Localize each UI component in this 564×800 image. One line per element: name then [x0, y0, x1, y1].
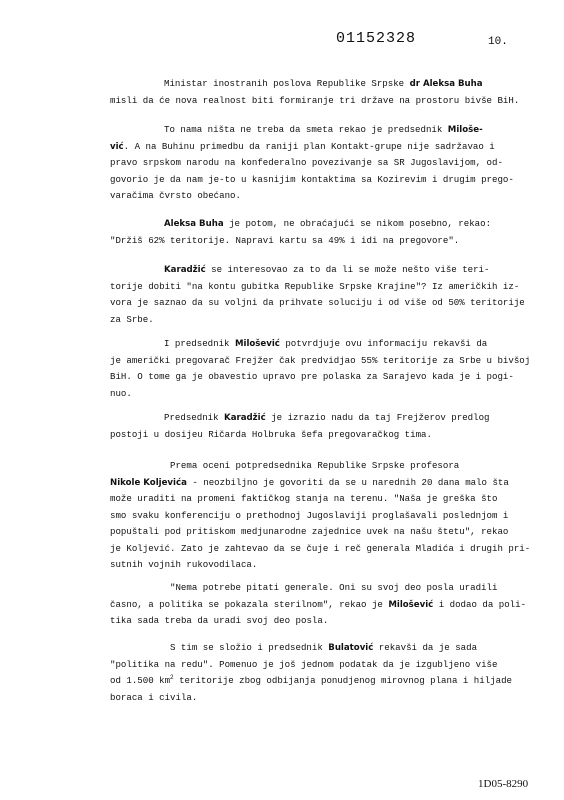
text-line: misli da će nova realnost biti formiranje tri države na prostoru bivše BiH. [110, 94, 520, 106]
text-line: "politika na redu". Pomenuo je još jednom podatak da je izgubljeno više [110, 658, 498, 670]
name-karadzic: Karadžić [164, 265, 206, 275]
text-span: - neozbiljno je govoriti da se u narednih 20 dana malo šta [186, 476, 509, 488]
text-line: Prema oceni potpredsednika Republike Srpske profesora [170, 460, 460, 471]
text-line: vora je saznao da su voljni da prihvate soluciju i od više od 50% teritorije [110, 297, 525, 308]
text-line: je Koljević. Zato je zahtevao da se čuje i reč generala Mladića i drugih pri- [110, 542, 531, 554]
text-line: smo svaku konferenciju o prethodnoj Jugoslaviji proglašavali poslednjom i [110, 509, 509, 521]
text-line [110, 76, 505, 93]
text-line [110, 673, 512, 690]
text-line: varačima čvrsto obećano. [110, 190, 241, 201]
text-line [110, 336, 505, 353]
text-span: Predsednik [164, 412, 225, 423]
text-span: od 1.500 km [110, 675, 171, 686]
footer-code: 1D05-8290 [478, 778, 529, 790]
text-line: sutnih vojnih rukovodilaca. [110, 559, 258, 570]
paragraph-9 [110, 640, 512, 706]
text-line [110, 410, 505, 427]
text-line: "Nema potrebe pitati generale. Oni su svoj deo posla uradili [170, 582, 498, 593]
text-span: S tim se složio i predsednik [170, 642, 329, 653]
paragraph-5 [110, 336, 531, 402]
document-number: 01152328 [336, 30, 417, 47]
text-line [110, 640, 505, 657]
text-span: teritorije zbog odbijanja ponudjenog mirovnog plana i hiljade [173, 675, 512, 686]
text-line [110, 122, 505, 139]
paragraph-8 [110, 580, 527, 630]
name-karadzic: Karadžić [224, 413, 266, 423]
text-span: se interesovao za to da li se može nešto više teri- [205, 264, 490, 275]
name-milosevic: Milošе- [447, 125, 483, 135]
text-span: časno, a politika se pokazala sterilnom", rekao je [110, 598, 389, 610]
paragraph-7 [110, 458, 531, 574]
name-koljevic: Nikole Koljevića [110, 477, 187, 488]
text-line [110, 139, 505, 156]
text-line [110, 216, 505, 233]
text-span: je izrazio nadu da taj Frejžerov predlog [265, 412, 490, 423]
text-line: torije dobiti "nа kontu gubitka Republike Srpske Krajine"? Iz američkih iz- [110, 280, 520, 292]
paragraph-2 [110, 122, 514, 205]
text-span: rekavši da je sada [373, 642, 478, 653]
text-span: je potom, ne obraćajući se nikom posebno, rekao: [223, 218, 492, 229]
name-aleksa-buha: Aleksa Buha [164, 219, 224, 229]
text-line: je američki pregovarač Frejžer čak predvidjao 55% teritorije za Srbe u bivšoj [110, 354, 531, 366]
text-line: pravo srpskom narodu na konfederalno povezivanje sa SR Jugoslavijom, od- [110, 157, 503, 168]
name-milosevic: Milošević [388, 599, 434, 610]
paragraph-6 [110, 410, 505, 443]
text-span: I predsednik [164, 338, 235, 349]
text-span: Ministar inostranih poslova Republike Srpske [164, 78, 410, 89]
text-line [110, 262, 505, 279]
text-line: postoji u dosijeu Ričarda Holbruka šefa pregovaračkog tima. [110, 428, 432, 440]
text-line: "Držiš 62% teritorije. Napravi kartu sa 49% i idi na pregovore". [110, 234, 460, 246]
text-line: može uraditi na promeni faktičkog stanja na terenu. "Naša je greška što [110, 493, 498, 504]
text-line: nuo. [110, 387, 132, 399]
text-span: potvrdjuje ovu informaciju rekavši da [279, 338, 488, 349]
paragraph-3 [110, 216, 505, 249]
text-line: popuštali pod pritiskom medjunarodne zajednice uvek na našu štetu", rekao [110, 526, 509, 537]
text-line: za Srbe. [110, 313, 154, 325]
text-span: To nama ništa ne treba da smeta rekao je predsednik [164, 124, 448, 135]
name-bulatovic: Bulatović [328, 643, 374, 653]
text-line: tika sada treba da uradi svoj deo posla. [110, 615, 329, 626]
superscript: 2 [170, 674, 174, 681]
text-line: BiH. O tome ga je obavestio upravo pre polaska za Sarajevo kada je i pogi- [110, 371, 514, 382]
page-number: 10. [488, 36, 508, 48]
text-line: govorio je da nam je-to u kasnijim kontaktima sa Kozirevim i drugim prego- [110, 173, 514, 185]
text-line [110, 475, 509, 492]
text-line [110, 597, 527, 614]
text-line: boraca i civila. [110, 691, 198, 703]
name-milosevic: Milošević [234, 339, 280, 349]
text-span: . A na Buhinu primedbu da raniji plan Kontakt-grupe nije sadržavao i [123, 140, 495, 152]
text-span: i dodao da poli- [433, 598, 527, 610]
name-milosevic-cont: vić [110, 141, 124, 152]
name-aleksa-buha: dr Aleksa Buha [409, 79, 483, 89]
paragraph-1 [110, 76, 520, 109]
paragraph-4 [110, 262, 525, 328]
